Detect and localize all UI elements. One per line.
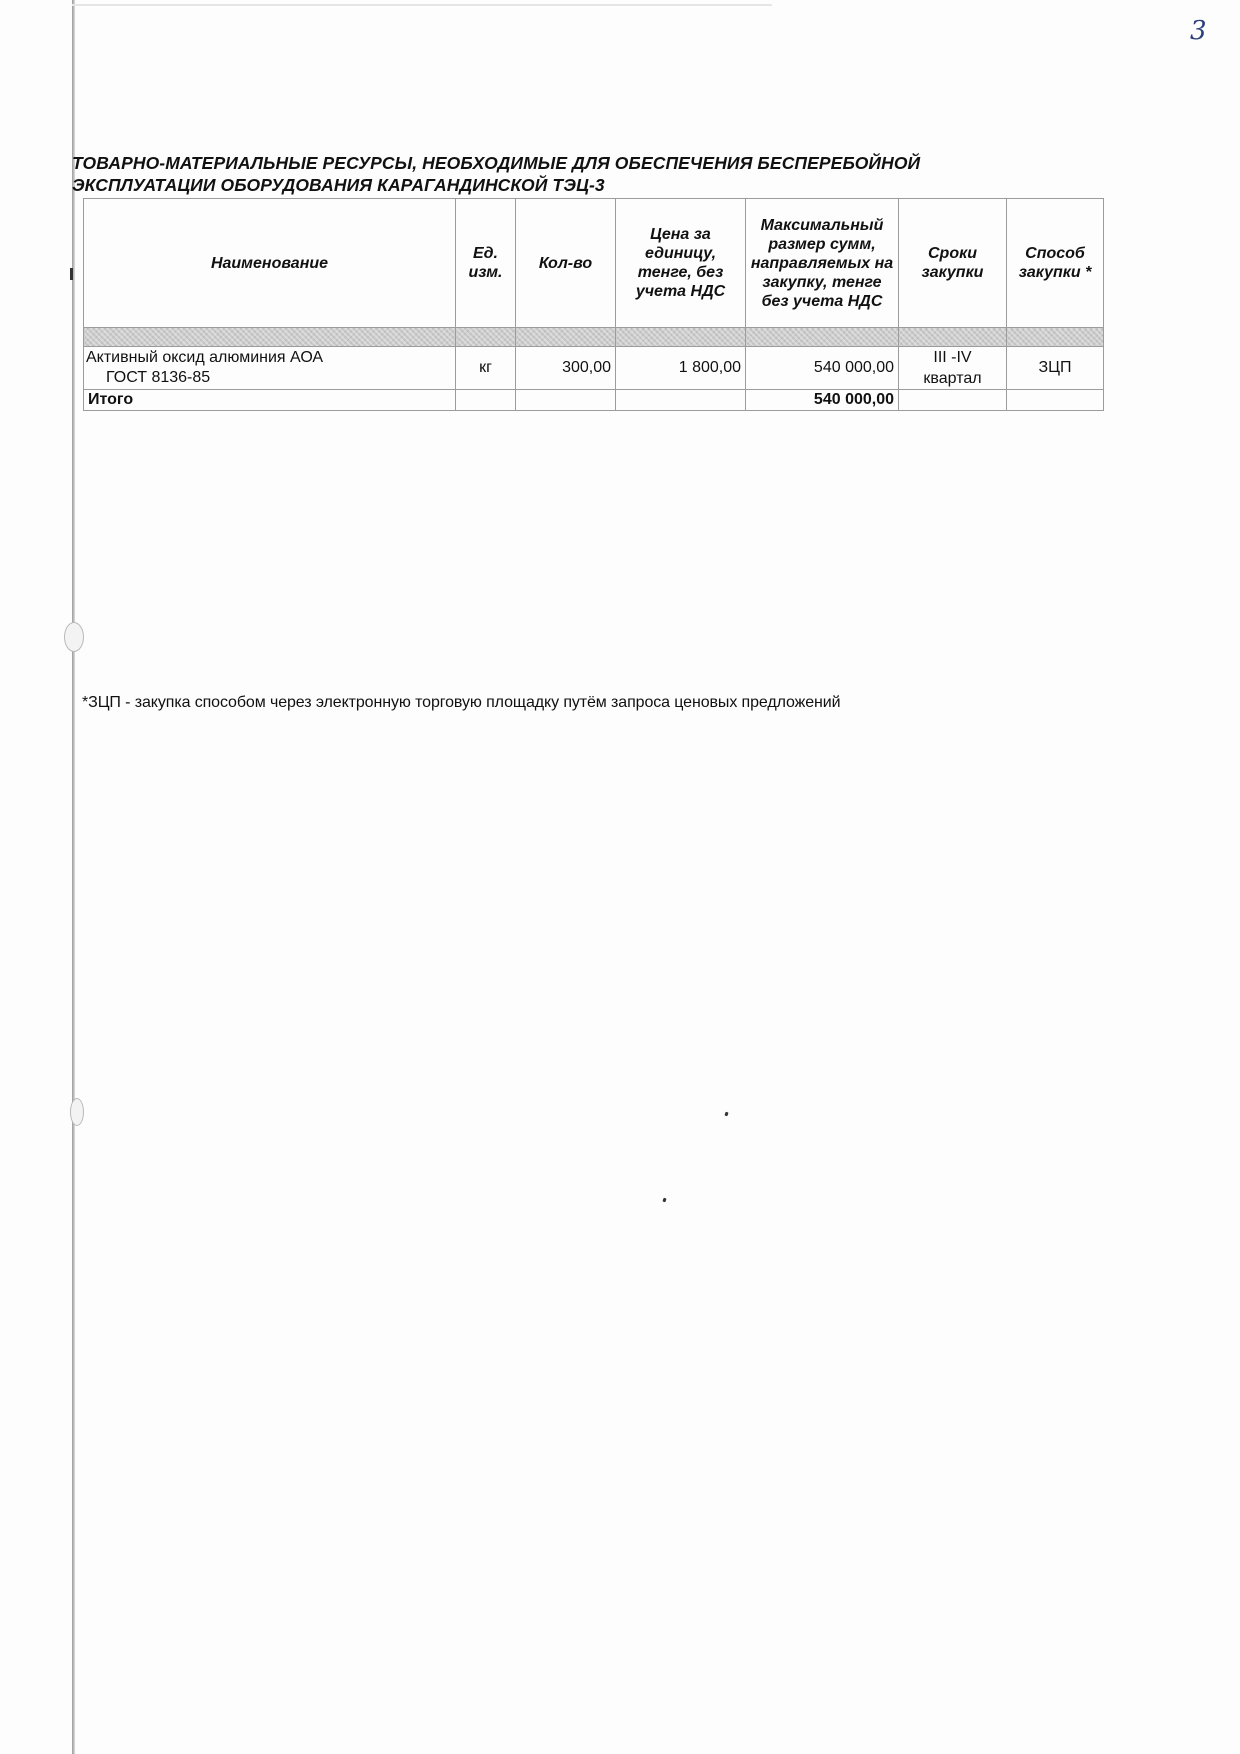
shaded-cell: [1007, 328, 1104, 347]
header-qty: Кол-во: [516, 199, 616, 328]
document-title: [72, 152, 972, 196]
header-terms: Сроки закупки: [899, 199, 1007, 328]
header-unit: Ед. изм.: [456, 199, 516, 328]
shaded-cell: [456, 328, 516, 347]
resources-table: [83, 198, 1104, 411]
margin-mark: [70, 268, 73, 280]
total-empty-cell: [456, 390, 516, 411]
scan-speck: [724, 1112, 728, 1117]
item-name-cell: [84, 347, 456, 390]
shaded-cell: [899, 328, 1007, 347]
shaded-cell: [746, 328, 899, 347]
header-max-sum: Максимальный размер сумм, направляемых на закупку, тенге без учета НДС: [746, 199, 899, 328]
item-terms-quarters: III -IV: [933, 349, 972, 366]
scan-binding-edge: [72, 0, 75, 1754]
header-name: Наименование: [84, 199, 456, 328]
table-header-row: [84, 199, 1104, 328]
total-max-sum: 540 000,00: [746, 390, 899, 411]
item-standard: ГОСТ 8136-85: [106, 369, 211, 386]
item-method: ЗЦП: [1007, 347, 1104, 390]
header-price: Цена за единицу, тенге, без учета НДС: [616, 199, 746, 328]
total-empty-cell: [899, 390, 1007, 411]
total-empty-cell: [1007, 390, 1104, 411]
item-unit: кг: [456, 347, 516, 390]
total-label: Итого: [84, 390, 456, 411]
shaded-cell: [616, 328, 746, 347]
scan-speck: [662, 1198, 666, 1203]
item-name: Активный оксид алюминия АОА: [86, 349, 324, 366]
item-qty: 300,00: [516, 347, 616, 390]
shaded-cell: [516, 328, 616, 347]
table-total-row: [84, 390, 1104, 411]
shaded-cell: [84, 328, 456, 347]
footnote: *ЗЦП - закупка способом через электронную торговую площадку путём запроса ценовых предложений: [82, 694, 841, 711]
total-empty-cell: [516, 390, 616, 411]
item-terms-cell: [899, 347, 1007, 390]
table-row: [84, 347, 1104, 390]
punch-hole: [64, 622, 84, 652]
handwritten-page-number: 3: [1190, 16, 1207, 46]
document-title-line2: ЭКСПЛУАТАЦИИ ОБОРУДОВАНИЯ КАРАГАНДИНСКОЙ ТЭЦ-3: [72, 175, 605, 195]
punch-hole: [70, 1098, 84, 1126]
item-terms-period: квартал: [923, 370, 982, 387]
item-max-sum: 540 000,00: [746, 347, 899, 390]
document-title-line1: ТОВАРНО-МАТЕРИАЛЬНЫЕ РЕСУРСЫ, НЕОБХОДИМЫЕ ДЛЯ ОБЕСПЕЧЕНИЯ БЕСПЕРЕБОЙНОЙ: [72, 153, 921, 173]
total-empty-cell: [616, 390, 746, 411]
scan-top-edge: [72, 4, 772, 6]
table-shaded-row: [84, 328, 1104, 347]
header-method: Способ закупки *: [1007, 199, 1104, 328]
item-price: 1 800,00: [616, 347, 746, 390]
